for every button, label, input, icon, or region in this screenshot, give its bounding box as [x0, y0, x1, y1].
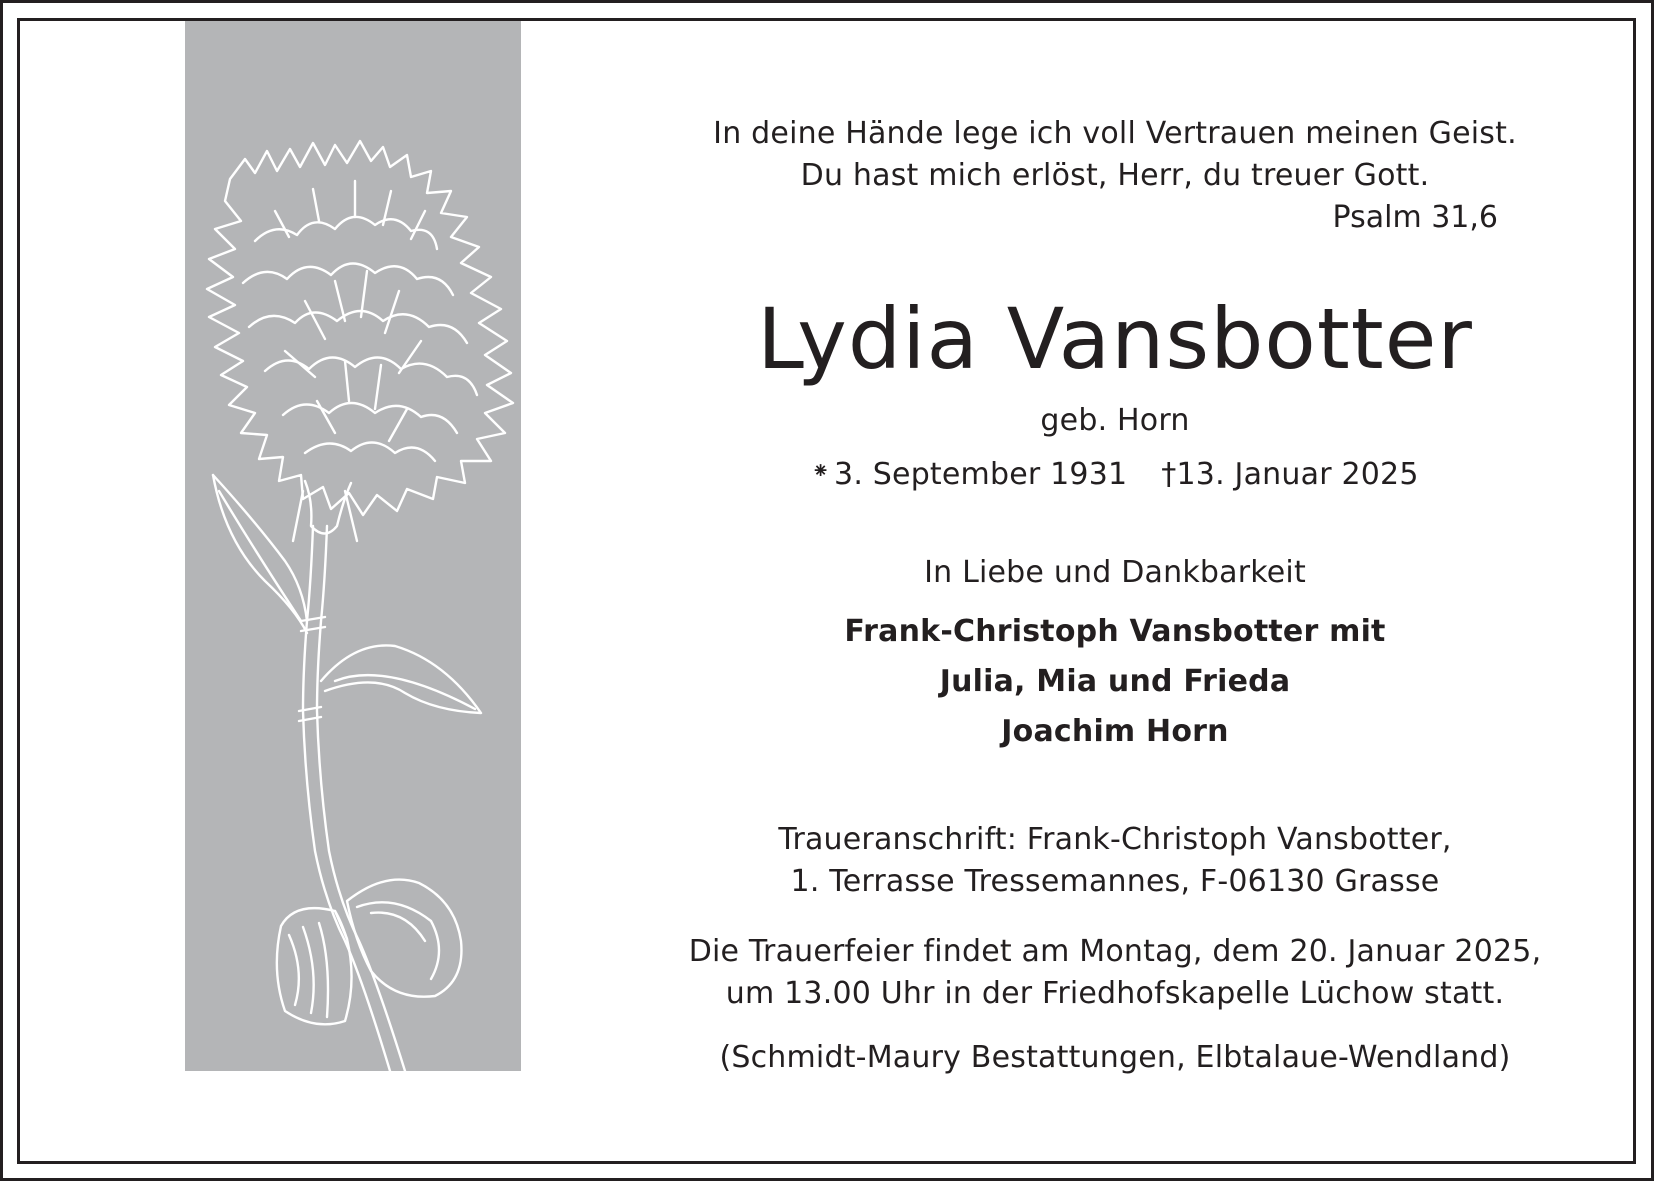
carnation-icon — [185, 21, 521, 1071]
address-line-2: 1. Terrasse Tressemannes, F-06130 Grasse — [790, 864, 1440, 899]
life-dates — [640, 457, 1590, 492]
ceremony-line-2: um 13.00 Uhr in der Friedhofskapelle Lüchow statt. — [725, 976, 1505, 1011]
death-date: 13. Januar 2025 — [1176, 457, 1419, 492]
address-line-1: Traueranschrift: Frank-Christoph Vansbotter, — [778, 822, 1452, 857]
mourners-intro: In Liebe und Dankbarkeit — [924, 555, 1306, 590]
mourner-line-3: Joachim Horn — [1001, 714, 1229, 749]
undertaker: (Schmidt-Maury Bestattungen, Elbtalaue-Wendland) — [719, 1040, 1511, 1075]
mourner-line-1: Frank-Christoph Vansbotter mit — [844, 614, 1386, 649]
birth-date: 3. September 1931 — [834, 457, 1128, 492]
verse-line-1: In deine Hände lege ich voll Vertrauen meinen Geist. — [713, 116, 1517, 151]
mourner-line-2: Julia, Mia und Frieda — [939, 664, 1291, 699]
birth-name: geb. Horn — [1040, 403, 1190, 438]
deceased-name: Lydia Vansbotter — [757, 290, 1473, 388]
death-symbol: † — [1161, 457, 1177, 492]
birth-symbol: ⁕ — [811, 459, 831, 484]
ceremony-line-1: Die Trauerfeier findet am Montag, dem 20. Januar 2025, — [688, 934, 1542, 969]
verse-line-2: Du hast mich erlöst, Herr, du treuer Gott. — [800, 158, 1430, 193]
flower-panel — [185, 21, 521, 1071]
verse-source: Psalm 31,6 — [1332, 200, 1498, 235]
